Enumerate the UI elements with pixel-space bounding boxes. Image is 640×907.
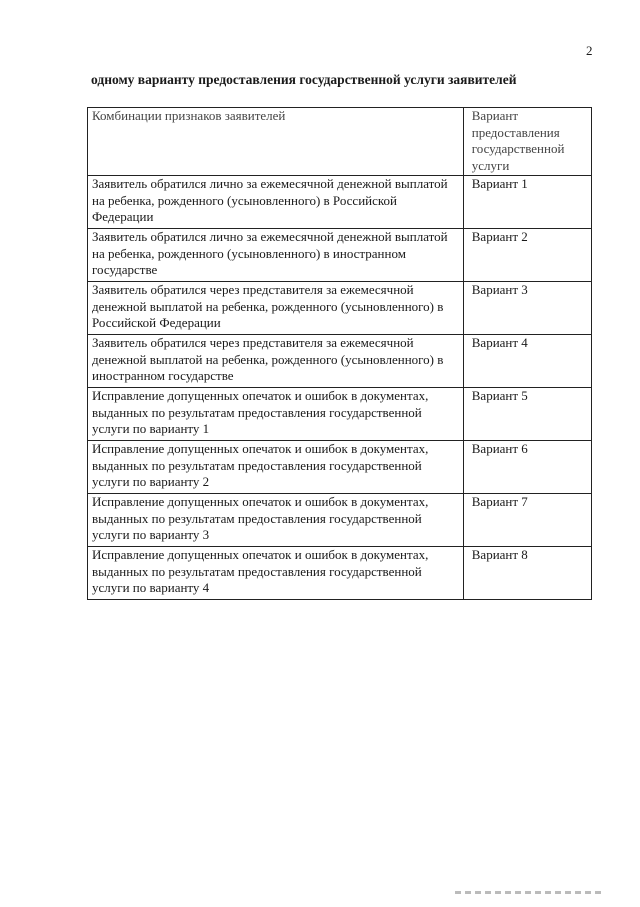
criteria-cell: Исправление допущенных опечаток и ошибок в документах, выданных по результатам предоставления государственной услуги по варианту 4 bbox=[88, 547, 464, 600]
table-row bbox=[88, 229, 592, 282]
table-row bbox=[88, 282, 592, 335]
table-row bbox=[88, 335, 592, 388]
criteria-cell: Исправление допущенных опечаток и ошибок в документах, выданных по результатам предоставления государственной услуги по варианту 2 bbox=[88, 441, 464, 494]
variant-cell: Вариант 2 bbox=[463, 229, 591, 282]
variants-table bbox=[87, 107, 592, 600]
criteria-cell: Заявитель обратился через представителя за ежемесячной денежной выплатой на ребенка, рожденного (усыновленного) в Российской Федерации bbox=[88, 282, 464, 335]
criteria-cell: Исправление допущенных опечаток и ошибок в документах, выданных по результатам предоставления государственной услуги по варианту 1 bbox=[88, 388, 464, 441]
criteria-cell: Исправление допущенных опечаток и ошибок в документах, выданных по результатам предоставления государственной услуги по варианту 3 bbox=[88, 494, 464, 547]
variant-cell: Вариант 4 bbox=[463, 335, 591, 388]
table-row bbox=[88, 441, 592, 494]
criteria-cell: Заявитель обратился через представителя за ежемесячной денежной выплатой на ребенка, рожденного (усыновленного) в иностранном государстве bbox=[88, 335, 464, 388]
table-row bbox=[88, 176, 592, 229]
scan-artifact-line bbox=[455, 891, 605, 894]
variant-cell: Вариант 7 bbox=[463, 494, 591, 547]
criteria-cell: Заявитель обратился лично за ежемесячной денежной выплатой на ребенка, рожденного (усыновленного) в Российской Федерации bbox=[88, 176, 464, 229]
variant-cell: Вариант 8 bbox=[463, 547, 591, 600]
table-row bbox=[88, 494, 592, 547]
section-heading: одному варианту предоставления государственной услуги заявителей bbox=[91, 72, 517, 87]
variant-cell: Вариант 1 bbox=[463, 176, 591, 229]
table-header-row bbox=[88, 108, 592, 176]
variant-cell: Вариант 3 bbox=[463, 282, 591, 335]
variant-cell: Вариант 5 bbox=[463, 388, 591, 441]
variant-cell: Вариант 6 bbox=[463, 441, 591, 494]
criteria-cell: Заявитель обратился лично за ежемесячной денежной выплатой на ребенка, рожденного (усыновленного) в иностранном государстве bbox=[88, 229, 464, 282]
page-number: 2 bbox=[586, 43, 593, 58]
header-variant-cell: Вариант предоставления государственной услуги bbox=[463, 108, 591, 176]
table-row bbox=[88, 547, 592, 600]
header-criteria-cell: Комбинации признаков заявителей bbox=[88, 108, 464, 176]
table-row bbox=[88, 388, 592, 441]
